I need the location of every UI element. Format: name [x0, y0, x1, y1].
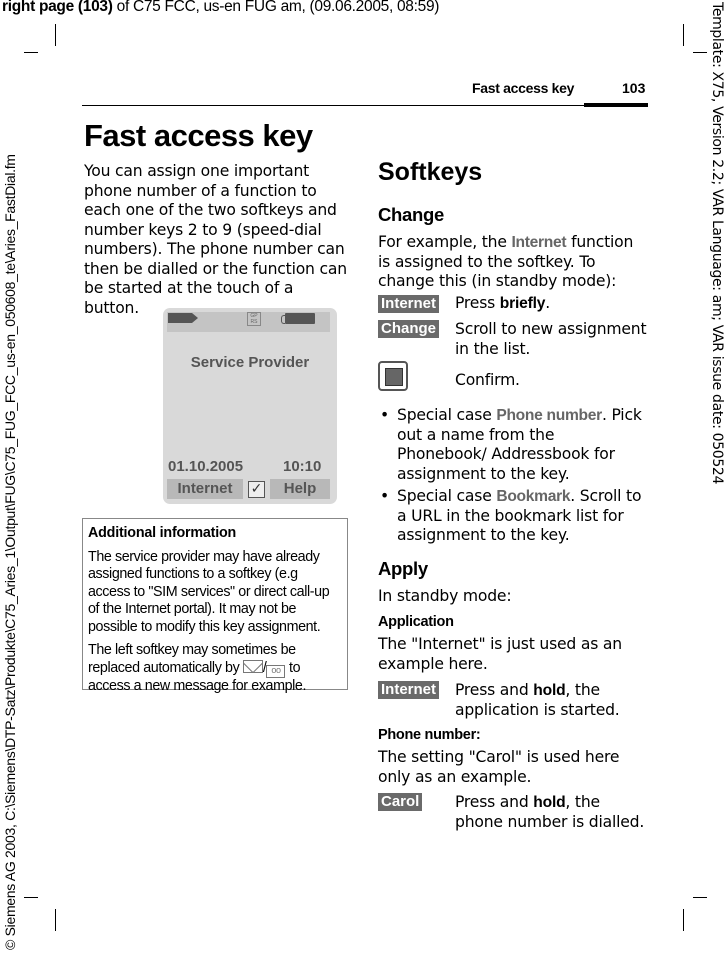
crop-mark — [683, 909, 684, 931]
provider-name: Service Provider — [190, 354, 310, 371]
keyword-bookmark: Bookmark — [496, 488, 571, 505]
separator: / — [262, 659, 267, 676]
display-date: 01.10.2005 — [168, 458, 244, 475]
text: , the application is started. — [455, 681, 620, 719]
header-rule — [82, 105, 648, 106]
copyright-margin — [0, 100, 20, 950]
text: Press — [455, 294, 500, 312]
nav-key-center-icon — [378, 361, 408, 391]
template-info-text: Template: X75, Version 2.2; VAR Language: am; VAR issue date: 050524 — [709, 2, 725, 485]
crop-mark — [693, 897, 707, 898]
right-softkey-label: Help — [270, 479, 330, 499]
display-time: 10:10 — [283, 458, 322, 475]
section-title-softkeys: Softkeys — [378, 158, 483, 186]
header-rule-accent — [584, 103, 648, 107]
left-softkey-label: Internet — [167, 479, 243, 499]
phone-number-paragraph: The setting "Carol" is used here only as an example. — [378, 748, 620, 786]
apply-intro: In standby mode: — [378, 587, 512, 605]
text: Special case — [397, 487, 497, 505]
info-text: The left softkey may sometimes be replaced automatically by — [88, 642, 296, 676]
crop-mark — [24, 897, 38, 898]
keyword-phone-number: Phone number — [496, 407, 602, 424]
text: function is assigned to the softkey. To change this (in standby mode): — [378, 233, 634, 290]
step-desc — [455, 294, 650, 314]
gprs-icon: GP RS — [247, 312, 261, 326]
crop-mark — [683, 24, 684, 46]
text: , the phone number is dialled. — [455, 793, 645, 831]
text: . Pick out a name from the Phonebook/ Addressbook for assignment to the key. — [397, 406, 642, 483]
template-info-margin — [705, 0, 725, 485]
bullet: • — [380, 487, 390, 505]
softkey-carol: Carol — [378, 793, 422, 811]
text: Special case — [397, 406, 497, 424]
softkey-internet: Internet — [378, 295, 439, 313]
print-header — [2, 0, 439, 16]
print-header-bold: right page (103) — [2, 0, 113, 15]
info-text: to access a new message for example. — [88, 659, 307, 694]
checkmark-icon: ✓ — [248, 481, 265, 498]
bold-text: hold — [533, 682, 566, 699]
text: . Scroll to a URL in the bookmark list for assignment to the key. — [397, 487, 642, 544]
text: For example, the — [378, 233, 512, 251]
step-desc — [455, 793, 650, 832]
crop-mark — [55, 24, 56, 46]
page-title: Fast access key — [84, 118, 313, 153]
intro-paragraph: You can assign one important phone number of a function to each one of the two softkeys and number keys 2 to 9 (speed-dial numbers). The phone number can then be dialled or the function can be started at the touch of a button. — [84, 162, 347, 317]
step-desc: Scroll to new assignment in the list. — [455, 320, 647, 358]
change-paragraph — [378, 233, 646, 292]
signal-strength-icon — [168, 313, 198, 323]
text: Press and — [455, 681, 534, 699]
page-number: 103 — [622, 80, 646, 96]
crop-mark — [55, 909, 56, 931]
crop-mark — [24, 52, 38, 53]
copyright-path-text: © Siemens AG 2003, C:\Siemens\DTP-Satz\Produkte\C75_Aries_1\Output\FUG\C75_FUG_FCC_us-en_050608_te\Aries_FastDial.fm — [2, 154, 18, 950]
heading-apply: Apply — [378, 558, 428, 579]
additional-info-box — [82, 518, 348, 694]
heading-change: Change — [378, 204, 445, 225]
softkey-internet: Internet — [378, 681, 439, 699]
heading-application: Application — [378, 614, 454, 630]
bullet: • — [380, 406, 390, 424]
bullet-phone-number — [397, 406, 647, 484]
running-header-title: Fast access key — [472, 80, 575, 96]
envelope-icon — [243, 660, 263, 673]
text: Press and — [455, 793, 534, 811]
text: . — [545, 294, 550, 312]
phone-display-illustration — [163, 308, 337, 504]
voicemail-icon: oo — [266, 665, 285, 678]
info-box-para2 — [88, 642, 342, 695]
bold-text: briefly — [499, 295, 546, 312]
info-box-title: Additional information — [88, 525, 237, 541]
heading-phone-number: Phone number: — [378, 727, 481, 743]
application-paragraph: The "Internet" is just used as an example here. — [378, 635, 622, 673]
step-desc — [455, 681, 650, 720]
bullet-bookmark — [397, 487, 647, 546]
info-box-para1: The service provider may have already assigned functions to a softkey (e.g access to "SIM services" or direct call-up of the Internet portal). It may not be possible to modify this key assignment. — [88, 548, 330, 635]
battery-icon — [285, 313, 315, 324]
softkey-change: Change — [378, 320, 439, 338]
print-header-rest: of C75 FCC, us-en FUG am, (09.06.2005, 08:59) — [112, 0, 440, 15]
bold-text: hold — [533, 794, 566, 811]
step-desc: Confirm. — [455, 371, 520, 389]
keyword-internet: Internet — [511, 234, 567, 251]
